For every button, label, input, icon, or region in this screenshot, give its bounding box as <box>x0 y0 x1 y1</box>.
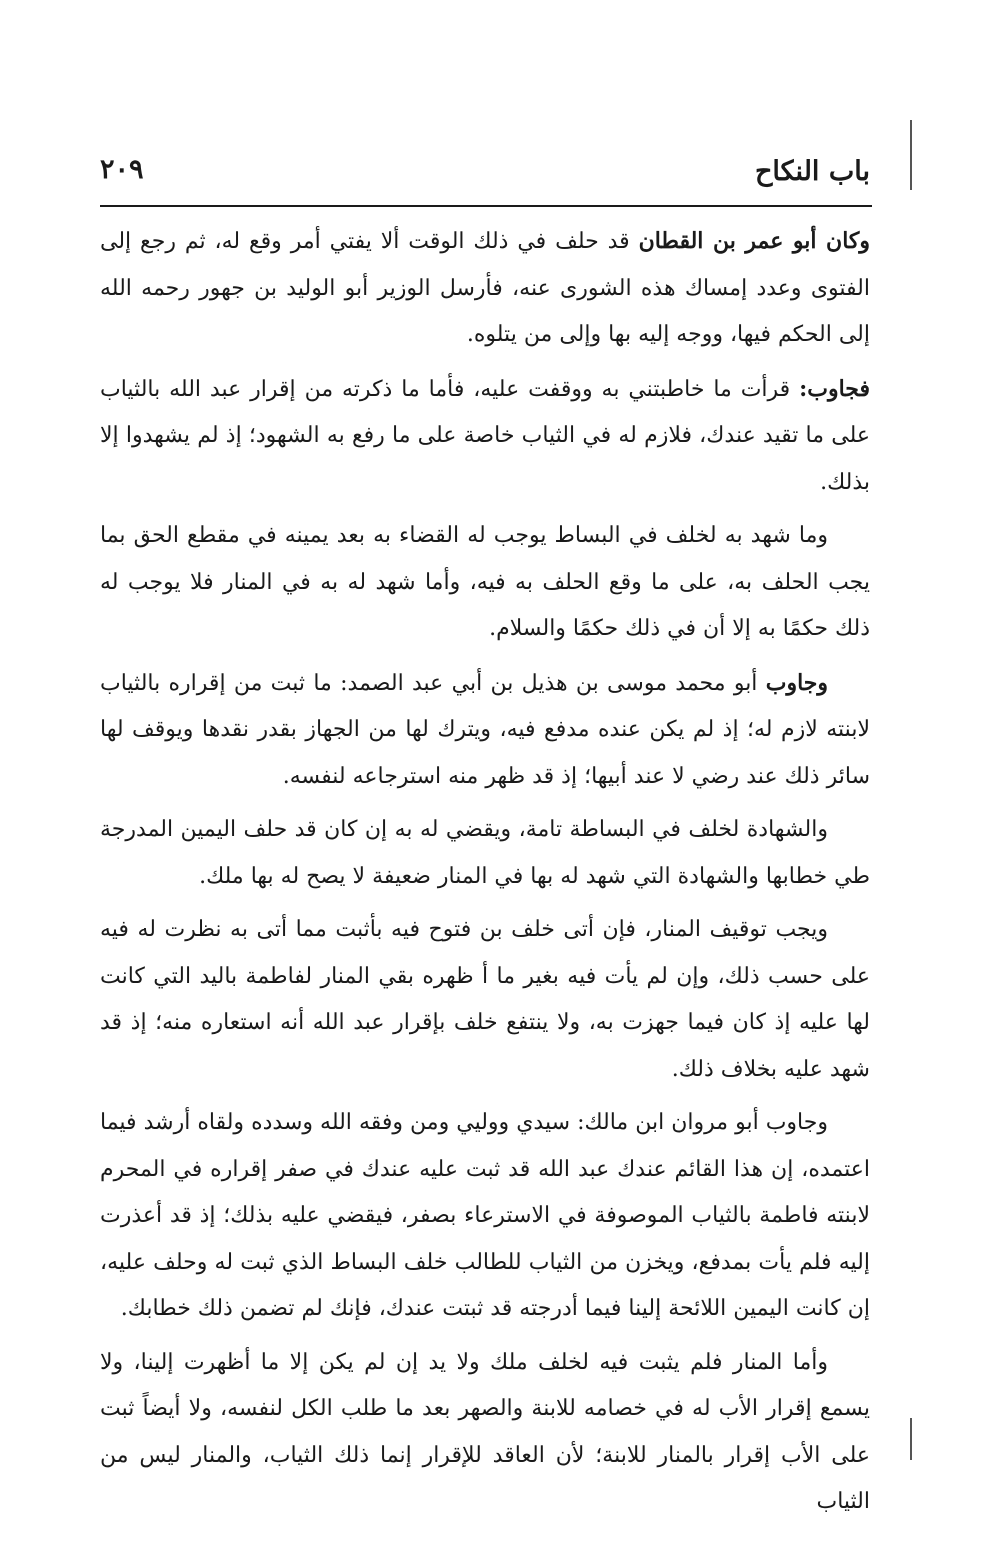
paragraph-text: ويجب توقيف المنار، فإن أتى خلف بن فتوح فيه بأثبت مما أتى به نظرت له فيه على حسب ذلك، وإن لم يأت فيه بغير ما أ ظهره بقي المنار لفاطمة باليد التي كانت لها عليه إذ كان فيما جهزت به، ولا ينتفع خلف بإقرار عبد الله أنه استعاره منه؛ إذ قد شهد عليه بخلاف ذلك. <box>100 917 870 1082</box>
margin-mark-top <box>910 120 912 190</box>
paragraph <box>100 1100 870 1333</box>
paragraph-text: أبو محمد موسى بن هذيل بن أبي عبد الصمد: ما ثبت من إقراره بالثياب لابنته لازم له؛ إذ لم يكن عنده مدفع فيه، ويترك لها من الجهاز بقدر نقدها ويوقف لها سائر ذلك عند رضي لا عند أبيها؛ إذ قد ظهر منه استرجاعه لنفسه. <box>100 670 870 789</box>
paragraph <box>100 1340 870 1526</box>
page-header <box>100 150 870 202</box>
margin-mark-bottom <box>910 1418 912 1460</box>
paragraph-text: والشهادة لخلف في البساطة تامة، ويقضي له به إن كان قد حلف اليمين المدرجة طي خطابها والشهادة التي شهد له بها في المنار ضعيفة لا يصح له بها ملك. <box>100 817 870 889</box>
paragraph-text: قد حلف في ذلك الوقت ألا يفتي أمر وقع له، ثم رجع إلى الفتوى وعدد إمساك هذه الشورى عنه، فأرسل الوزير أبو الوليد بن جهور رحمه الله إلى الحكم فيها، ووجه إليه بها وإلى من يتلوه. <box>100 229 870 347</box>
paragraph-lead: وكان أبو عمر بن القطان <box>638 228 871 254</box>
paragraph-lead: وجاوب <box>765 669 828 696</box>
paragraph <box>100 807 870 900</box>
page-number: ٢٠٩ <box>100 154 144 185</box>
paragraph-text: قرأت ما خاطبتني به ووقفت عليه، فأما ما ذكرته من إقرار عبد الله بالثياب على ما تقيد عندك، فلازم له في الثياب خاصة على ما رفع به الشهود؛ إذ لم يشهدوا إلا بذلك. <box>100 376 870 495</box>
paragraph-text: وجاوب أبو مروان ابن مالك: سيدي ووليي ومن وفقه الله وسدده ولقاه أرشد فيما اعتمده، إن هذا القائم عندك عبد الله قد ثبت عليه عندك في صفر إقراره في المحرم لابنته فاطمة بالثياب الموصوفة في الاسترعاء بصفر، فيقضي عليه بذلك؛ إذ قد أعذرت إليه فلم يأت بمدفع، ويخزن من الثياب للطالب خلف البساط الذي ثبت له وحلف عليه، إن كانت اليمين اللائحة إلينا فيما أدرجته قد ثبتت عندك، فإنك لم تضمن ذلك خطابك. <box>100 1110 870 1321</box>
paragraph-lead: فجاوب: <box>799 375 870 402</box>
body-text <box>100 218 870 1533</box>
paragraph <box>100 660 870 801</box>
chapter-title: باب النكاح <box>754 156 870 187</box>
paragraph <box>100 366 870 507</box>
paragraph-text: وأما المنار فلم يثبت فيه لخلف ملك ولا يد إن لم يكن إلا ما أظهرت إلينا، ولا يسمع إقرار الأب له في خصامه للابنة والصهر بعد ما طلب الكل لنفسه، ولا أيضاً ثبت على الأب إقرار بالمنار للابنة؛ لأن العاقد للإقرار إنما ذلك الثياب، والمنار ليس من الثياب <box>100 1349 870 1514</box>
paragraph-text: وما شهد به لخلف في البساط يوجب له القضاء به بعد يمينه في مقطع الحق بما يجب الحلف به، على ما وقع الحلف به فيه، وأما شهد له به في المنار فلا يوجب له ذلك حكمًا به إلا أن في ذلك حكمًا والسلام. <box>100 523 870 641</box>
paragraph <box>100 907 870 1093</box>
paragraph <box>100 513 870 653</box>
header-rule <box>100 205 872 207</box>
paragraph <box>100 218 870 359</box>
